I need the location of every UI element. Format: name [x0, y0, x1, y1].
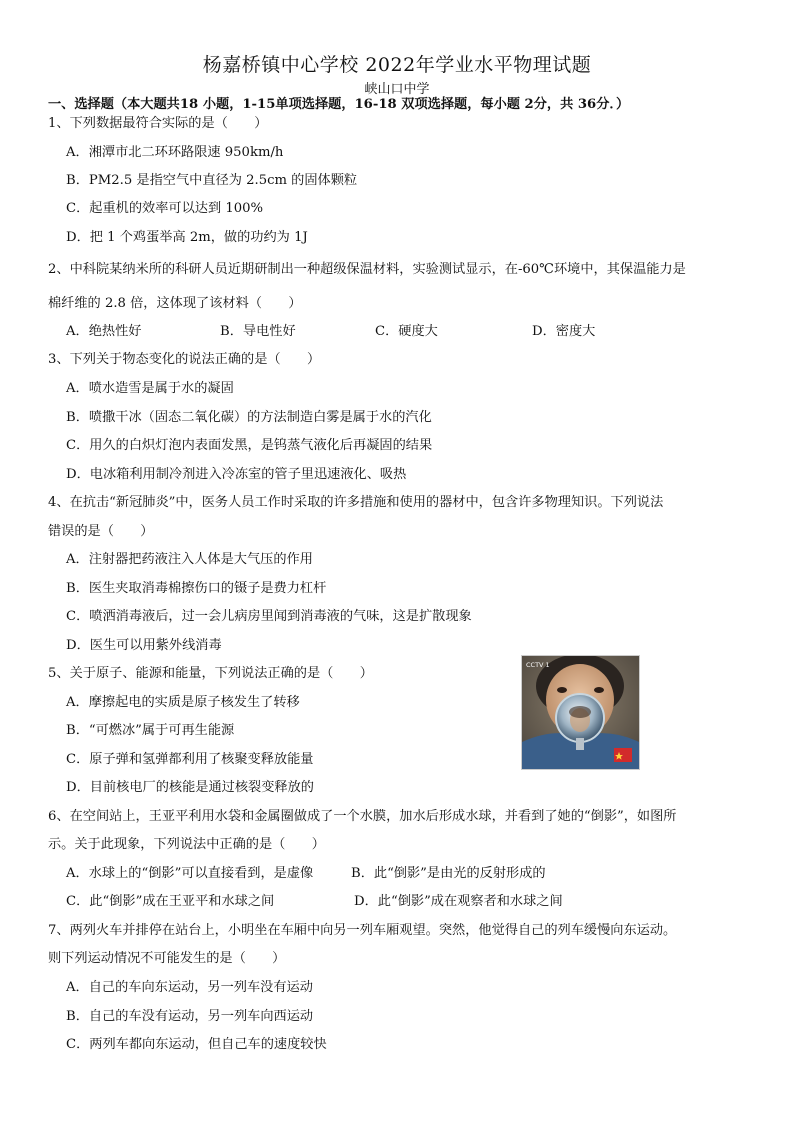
question-1-option-d: D．把 1 个鸡蛋举高 2m，做的功约为 1J [66, 230, 308, 245]
question-1-option-c: C．起重机的效率可以达到 100% [66, 201, 264, 216]
question-5-option-a: A．摩擦起电的实质是原子核发生了转移 [66, 695, 300, 710]
question-2-option-d: D．密度大 [532, 324, 596, 339]
question-6-options-row-1 [66, 865, 546, 883]
question-6-option-c: C．此“倒影”成在王亚平和水球之间 [66, 894, 275, 909]
question-5-stem: 5、关于原子、能源和能量，下列说法正确的是（ ） [48, 666, 373, 681]
question-7-stem-line-2: 则下列运动情况不可能发生的是（ ） [48, 951, 286, 966]
question-1-stem: 1、下列数据最符合实际的是（ ） [48, 116, 268, 131]
question-2-stem-line-2: 棉纤维的 2.8 倍，这体现了该材料（ ） [48, 296, 302, 311]
question-2-option-a: A．绝热性好 [66, 324, 142, 339]
question-7-stem-line-1: 7、两列火车并排停在站台上，小明坐在车厢中向另一列车厢观望。突然，他觉得自己的列车缓慢向东运动。 [48, 923, 677, 938]
question-2-option-b: B．导电性好 [220, 324, 296, 339]
question-6-options-row-2 [66, 893, 563, 911]
question-7-option-a: A．自己的车向东运动，另一列车没有运动 [66, 980, 313, 995]
question-5-option-b: B．“可燃冰”属于可再生能源 [66, 723, 235, 738]
question-6-stem-line-2: 示。关于此现象，下列说法中正确的是（ ） [48, 837, 325, 852]
question-2-options [66, 323, 595, 341]
astronaut-water-sphere-photo [521, 655, 640, 770]
question-3-stem: 3、下列关于物态变化的说法正确的是（ ） [48, 352, 321, 367]
question-6-option-a: A．水球上的“倒影”可以直接看到，是虚像 [66, 866, 314, 881]
question-4-option-d: D．医生可以用紫外线消毒 [66, 638, 222, 653]
question-4-stem-line-2: 错误的是（ ） [48, 524, 154, 539]
question-4-option-b: B．医生夹取消毒棉擦伤口的镊子是费力杠杆 [66, 581, 327, 596]
question-6-option-d: D．此“倒影”成在观察者和水球之间 [354, 894, 563, 909]
question-5-option-c: C．原子弹和氢弹都利用了核聚变释放能量 [66, 752, 314, 767]
page-title: 杨嘉桥镇中心学校 2022年学业水平物理试题 [202, 54, 592, 76]
question-2-stem-line-1: 2、中科院某纳米所的科研人员近期研制出一种超级保温材料，实验测试显示，在-60℃环境中，其保温能力是 [48, 262, 686, 277]
school-name: 峡山口中学 [364, 82, 430, 97]
photo-illustration [522, 656, 639, 769]
question-6-option-b: B．此“倒影”是由光的反射形成的 [351, 866, 546, 881]
question-5-option-d: D．目前核电厂的核能是通过核裂变释放的 [66, 780, 314, 795]
question-1-option-b: B．PM2.5 是指空气中直径为 2.5cm 的固体颗粒 [66, 173, 358, 188]
tv-badge: CCTV 1 [526, 661, 550, 669]
question-4-stem-line-1: 4、在抗击“新冠肺炎”中，医务人员工作时采取的许多措施和使用的器材中，包含许多物理知识。下列说法 [48, 495, 664, 510]
question-7-option-b: B．自己的车没有运动，另一列车向西运动 [66, 1009, 314, 1024]
question-2-option-c: C．硬度大 [375, 324, 438, 339]
section-heading: 一、选择题（本大题共18 小题，1-15单项选择题，16-18 双项选择题，每小题 2分，共 36分．） [48, 97, 630, 112]
question-3-option-d: D．电冰箱利用制冷剂进入冷冻室的管子里迅速液化、吸热 [66, 467, 407, 482]
question-3-option-a: A．喷水造雪是属于水的凝固 [66, 381, 234, 396]
question-3-option-b: B．喷撒干冰（固态二氧化碳）的方法制造白雾是属于水的汽化 [66, 410, 432, 425]
question-3-option-c: C．用久的白炽灯泡内表面发黑，是钨蒸气液化后再凝固的结果 [66, 438, 433, 453]
question-7-option-c: C．两列车都向东运动，但自己车的速度较快 [66, 1037, 327, 1052]
question-6-stem-line-1: 6、在空间站上，王亚平利用水袋和金属圈做成了一个水膜，加水后形成水球，并看到了她的“倒影”，如图所 [48, 809, 677, 824]
question-4-option-c: C．喷洒消毒液后，过一会儿病房里闻到消毒液的气味，这是扩散现象 [66, 609, 472, 624]
question-1-option-a: A．湘潭市北二环环路限速 950km/h [66, 145, 284, 160]
question-4-option-a: A．注射器把药液注入人体是大气压的作用 [66, 552, 313, 567]
